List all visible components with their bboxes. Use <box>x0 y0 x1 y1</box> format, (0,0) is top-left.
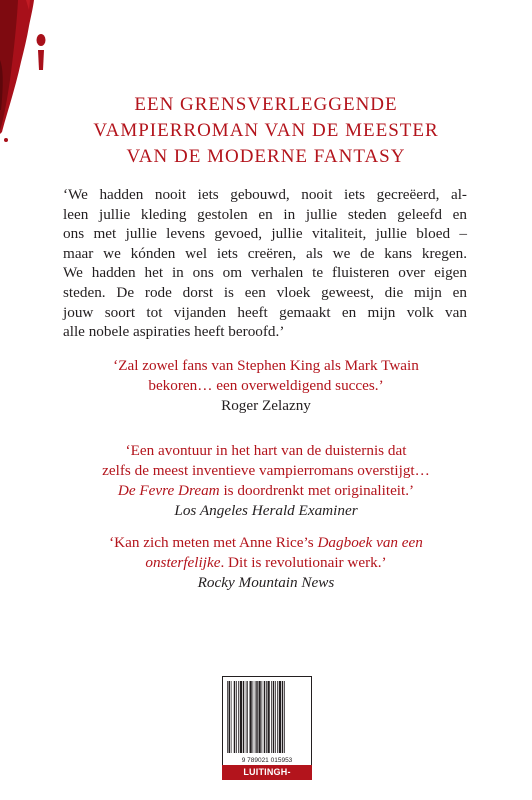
quote-source: Rocky Mountain News <box>197 574 335 591</box>
excerpt-line: ‘We hadden nooit iets gebouwd, nooit iets gecreëerd, al- <box>63 186 467 203</box>
excerpt-line: jouw soort tot vijanden heeft gemaakt en mijn volk van <box>63 303 467 321</box>
book-excerpt <box>63 185 467 342</box>
review-quote-rocky-mountain-news <box>0 533 532 593</box>
excerpt-line: steden. De rode dorst is een vloek geweest, die mijn en <box>63 283 467 301</box>
quote-line: ‘Kan zich meten met Anne Rice’s Dagboek van een <box>109 534 423 551</box>
review-quote-zelazny <box>0 356 532 416</box>
headline <box>0 92 532 170</box>
excerpt-line: ons met jullie levens gevoed, jullie vitaliteit, jullie bloed – <box>63 225 467 243</box>
quote-source: Los Angeles Herald Examiner <box>174 502 358 519</box>
excerpt-line: alle nobele aspiraties heeft beroofd.’ <box>63 323 285 341</box>
isbn-barcode <box>222 676 312 766</box>
excerpt-line: maar we kónden wel iets creëren, als we de kans kregen. <box>63 244 467 262</box>
headline-line-3: VAN DE MODERNE FANTASY <box>126 146 406 167</box>
publisher-logo: LUITINGH-SIJTHOFF <box>222 765 312 780</box>
quote-line: ‘Zal zowel fans van Stephen King als Mark Twain <box>113 357 419 374</box>
barcode-digits: 9 789021 015953 <box>241 757 293 764</box>
quote-line: zelfs de meest inventieve vampierromans overstijgt… <box>102 462 430 479</box>
quote-line: ‘Een avontuur in het hart van de duisternis dat <box>125 442 407 459</box>
quote-line: bekoren… een overweldigend succes.’ <box>148 377 384 394</box>
quote-source: Roger Zelazny <box>221 397 311 414</box>
quote-line: De Fevre Dream is doordrenkt met originaliteit.’ <box>117 482 415 499</box>
headline-line-1: EEN GRENSVERLEGGENDE <box>134 94 398 115</box>
quote-line: onsterfelijke. Dit is revolutionair werk.’ <box>145 554 387 571</box>
barcode-icon <box>223 677 311 765</box>
headline-line-2: VAMPIERROMAN VAN DE MEESTER <box>93 120 439 141</box>
book-title: De Fevre Dream <box>117 482 220 499</box>
review-quote-herald-examiner <box>0 441 532 521</box>
excerpt-line: leen jullie kleding gestolen en in jullie steden geleefd en <box>63 205 467 223</box>
excerpt-line: We hadden het in ons om verhalen te fluisteren over eigen <box>63 264 467 282</box>
